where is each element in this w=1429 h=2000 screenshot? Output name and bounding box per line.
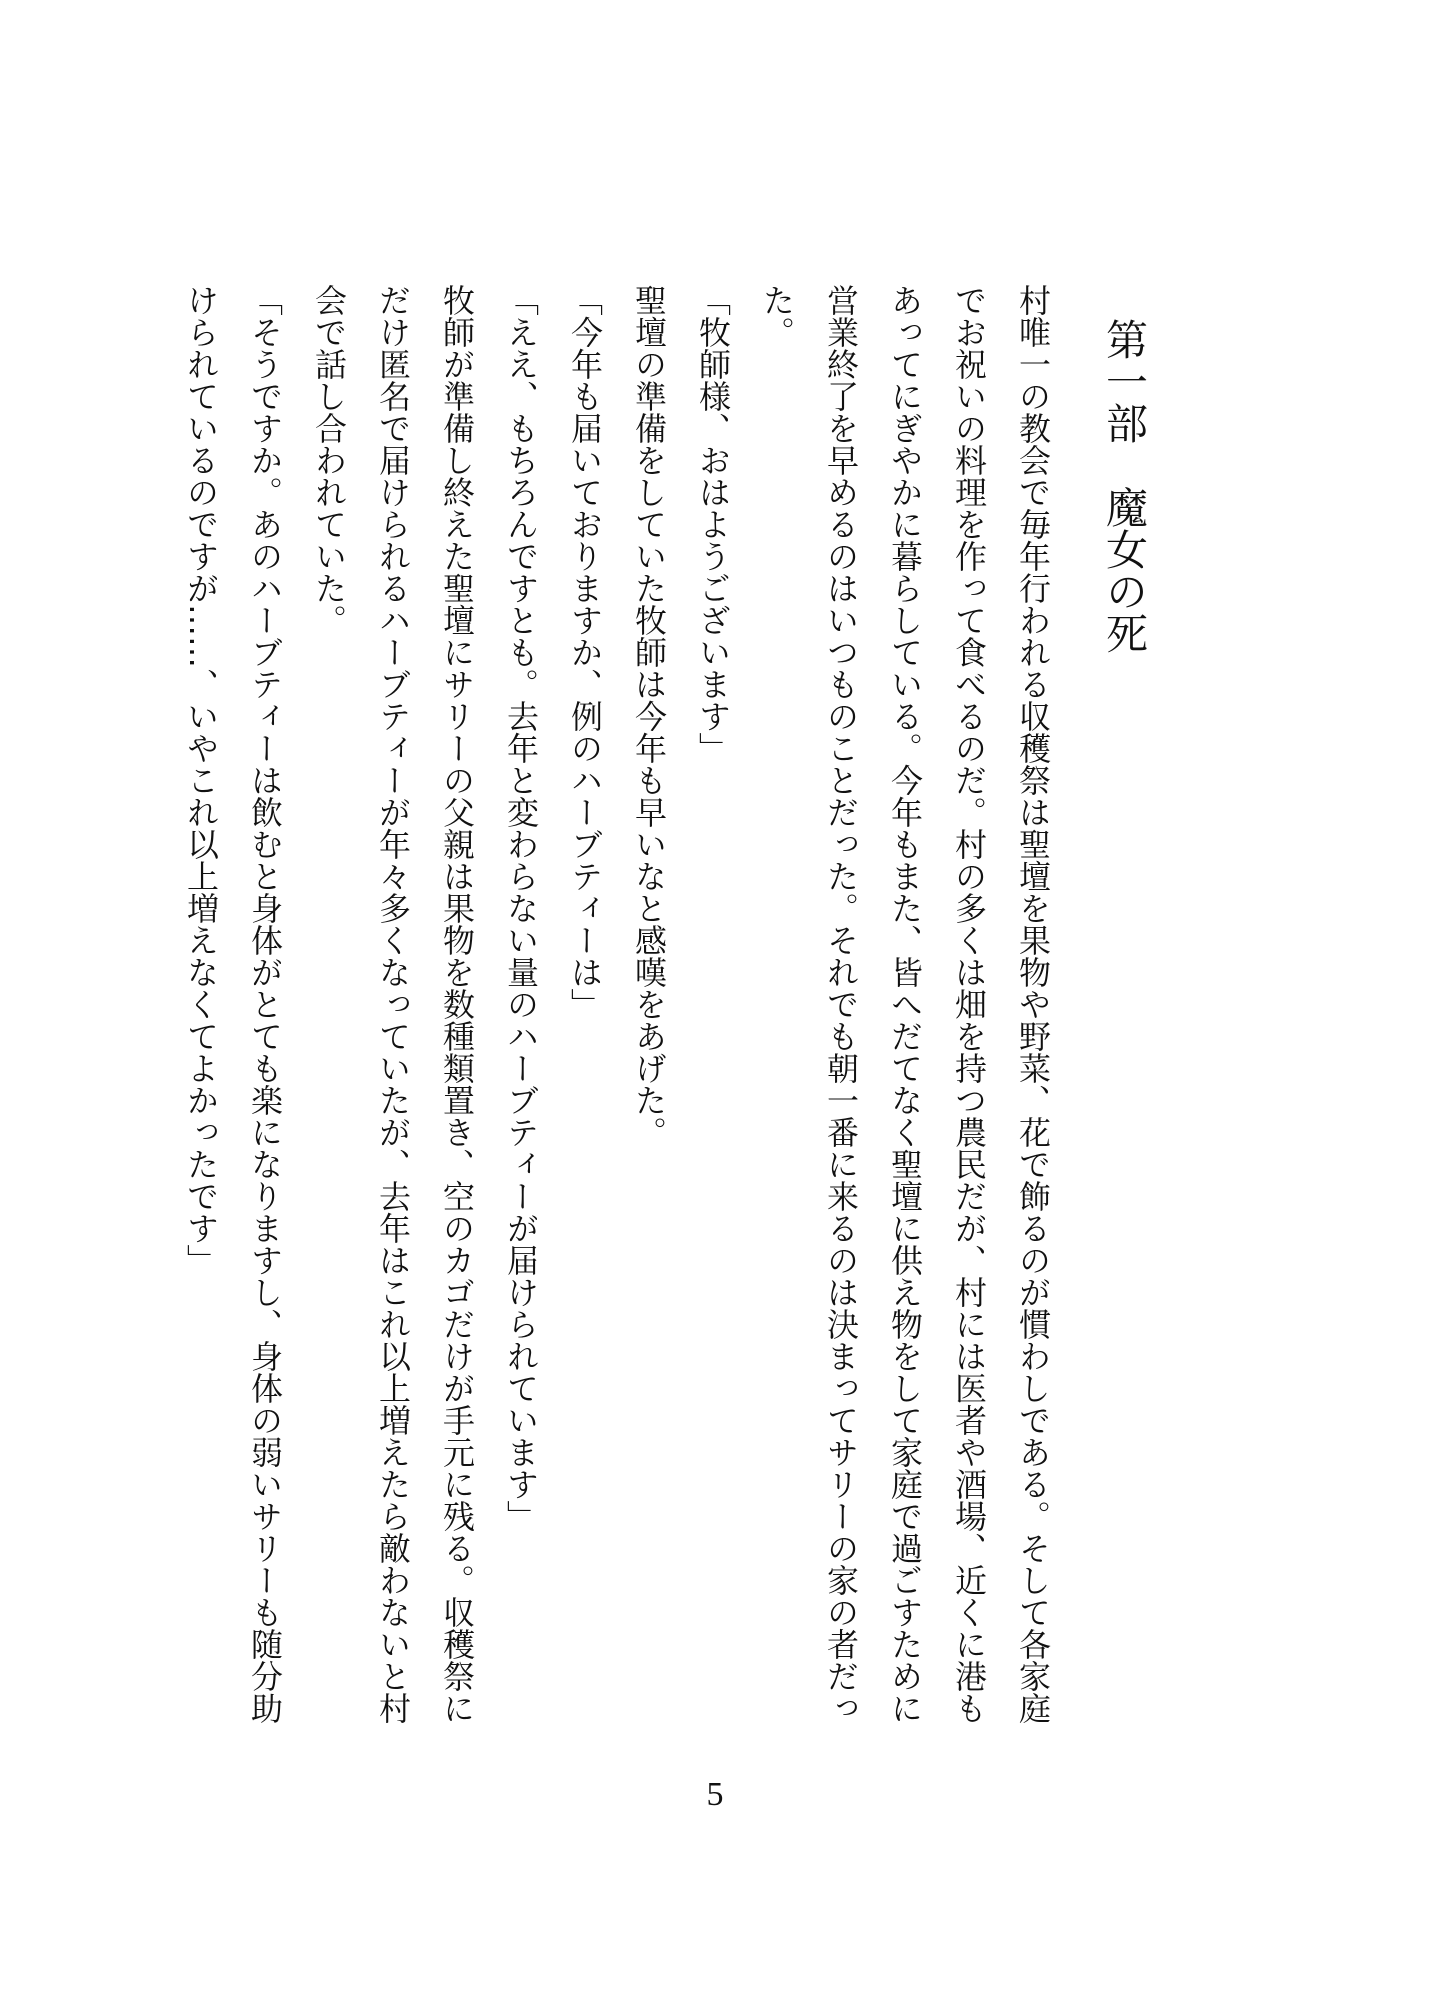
paragraph: 「ええ、もちろんですとも。去年と変わらない量のハーブティーが届けられています」 <box>502 284 540 1532</box>
paragraph: 「牧師様、おはようございます」 <box>694 284 732 764</box>
page-number: 5 <box>706 1776 724 1813</box>
body-text <box>182 284 1065 1746</box>
paragraph: 「今年も届いておりますか、例のハーブティーは」 <box>566 284 604 1020</box>
paragraph: 聖壇の準備をしていた牧師は今年も早いなと感嘆をあげた。 <box>630 284 668 1148</box>
paragraph: 牧師が準備し終えた聖壇にサリーの父親は果物を数種類置き、空のカゴだけが手元に残る。収穫祭にだけ匿名で届けられるハーブティーが年々多くなっていたが、去年はこれ以上増えたら敵わないと村会で話し合われていた。 <box>310 284 476 1724</box>
paragraph: 村唯一の教会で毎年行われる収穫祭は聖壇を果物や野菜、花で飾るのが慣わしである。そして各家庭でお祝いの料理を作って食べるのだ。村の多くは畑を持つ農民だが、村には医者や酒場、近くに港もあってにぎやかに暮らしている。今年もまた、皆へだてなく聖壇に供え物をして家庭で過ごすために営業終了を早めるのはいつものことだった。それでも朝一番に来るのは決まってサリーの家の者だった。 <box>758 284 1052 1724</box>
paragraph: 「そうですか。あのハーブティーは飲むと身体がとても楽になりますし、身体の弱いサリーも随分助けられているのですが……、いやこれ以上増えなくてよかったです」 <box>182 284 284 1724</box>
chapter-title: 第一部 魔女の死 <box>1100 318 1149 654</box>
